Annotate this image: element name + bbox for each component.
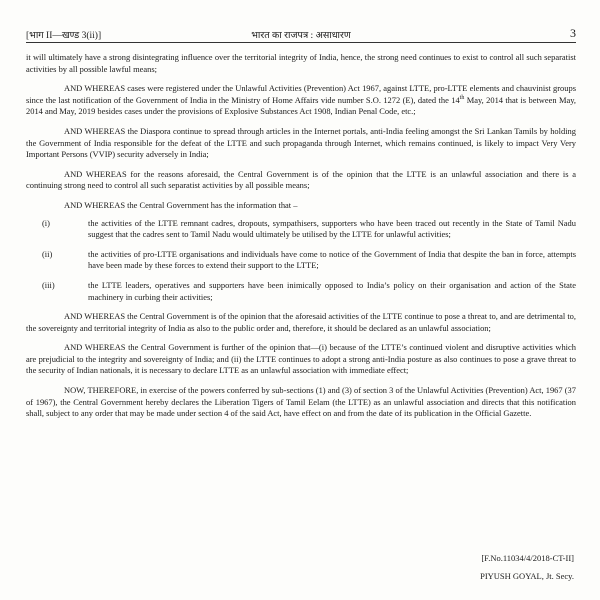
list-item [26,218,576,241]
paragraph-cases-part-2: May, 2014 that is between May, 2014 and May, 2019 besides cases under the provisions of Explosive Substances Act 1908, Indian Penal Code, etc.; [26,94,577,117]
paragraph-further-opinion: AND WHEREAS the Central Government is further of the opinion that—(i) because of the LTTE’s continued violent and disruptive activities which are prejudicial to the integrity and sovereignty of India; and (ii) the LTTE continues to adopt a strong anti-India posture as also continues to pose a grave threat to the security of Indian nationals, it is necessary to declare LTTE as an unlawful association with immediate effect; [26,342,576,376]
list-item-number: (ii) [42,248,53,259]
paragraph-information-intro: AND WHEREAS the Central Government has the information that – [64,199,298,210]
paragraph-opinion-unlawful: AND WHEREAS for the reasons aforesaid, the Central Government is of the opinion that the LTTE is an unlawful association and there is a continuing strong need to control all such separatist activities by all possible means; [26,168,576,191]
paragraph-declaration: NOW, THEREFORE, in exercise of the powers conferred by sub-sections (1) and (3) of section 3 of the Unlawful Activities (Prevention) Act, 1967 (37 of 1967), the Central Government hereby declares the Liberation Tigers of Tamil Eelam (the LTTE) as an unlawful association and directs that this notification shall, subject to any order that may be made under section 4 of the said Act, have effect on and from the date of its publication in the Official Gazette. [26,385,576,419]
paragraph-cases-registered [26,83,576,118]
list-item-number: (iii) [42,279,55,290]
list-item-text: the LTTE leaders, operatives and supporters have been inimically opposed to India’s policy on their organisation and action of the State machinery in curbing their activities; [88,279,576,302]
ordinal-superscript: th [459,94,465,101]
paragraph-cases-part-1: AND WHEREAS cases were registered under the Unlawful Activities (Prevention) Act 1967, against LTTE, pro-LTTE elements and chauvinist groups since the last notification of the Government of India in the Ministry of Home Affairs vide number S.O. 1272 (E), dated the 14 [26,83,576,105]
page-number: 3 [570,26,576,40]
list-item [26,280,576,303]
header-gazette-title: भारत का राजपत्र : असाधारण [251,31,351,41]
file-number: [F.No.11034/4/2018-CT-II] [481,553,574,563]
signatory-name: PIYUSH GOYAL, Jt. Secy. [480,571,574,581]
notification-body [26,52,576,428]
signature-block [480,549,574,585]
header-part-section: [भाग II—खण्ड 3(ii)] [26,31,102,41]
paragraph-threat-opinion: AND WHEREAS the Central Government is of the opinion that the aforesaid activities of the LTTE continue to pose a threat to, and are detrimental to, the sovereignty and territorial integrity of India as also to the public order and, therefore, it should be declared as an unlawful association; [26,311,576,333]
list-item-text: the activities of pro-LTTE organisations and individuals have come to notice of the Government of India that despite the ban in force, attempts have been made by these forces to extend their support to the LTTE; [88,248,576,271]
page-header [26,28,576,43]
paragraph-continuation: it will ultimately have a strong disintegrating influence over the territorial integrity of India, hence, the strong need continues to exist to control all such separatist activities by all possible lawful means; [26,52,576,74]
list-item-text: the activities of the LTTE remnant cadres, dropouts, sympathisers, supporters who have been traced out recently in the State of Tamil Nadu suggest that the cadres sent to Tamil Nadu would ultimately be utilised by the LTTE for unlawful activities; [88,217,576,240]
list-item [26,249,576,272]
list-item-number: (i) [42,217,50,228]
paragraph-diaspora: AND WHEREAS the Diaspora continue to spread through articles in the Internet portals, anti-India feeling amongst the Sri Lankan Tamils by holding the Government of India responsible for the defeat of the LTTE and such propaganda through Internet, which remains continued, is likely to impact Very Very Important Persons (VVIP) security adversely in India; [26,125,576,160]
